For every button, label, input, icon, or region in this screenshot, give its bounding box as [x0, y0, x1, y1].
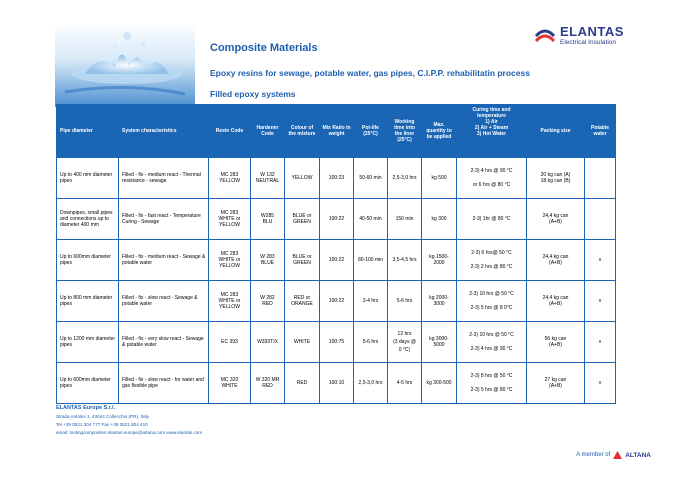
cell-max-quantity-line: kg 500	[431, 175, 447, 181]
cell-resin-code-line: MC 283	[220, 172, 239, 178]
cell-working-time-line: 4-5 hrs	[396, 380, 413, 386]
cell-colour-line: BLUE or	[292, 213, 312, 219]
cell-resin-code-line: YELLOW	[219, 178, 240, 184]
cell-resin-code	[209, 322, 251, 363]
cell-curing	[457, 199, 527, 240]
cell-packing-size-line: 56 kg can	[544, 336, 567, 342]
cell-curing-line: 2-3) 4 hrs @ 90 °C	[470, 168, 513, 174]
cell-max-quantity	[422, 199, 457, 240]
cell-packing-size-line: (A+B)	[549, 260, 562, 266]
cell-hardener-code-line: W 132	[260, 172, 275, 178]
section-title: Filled epoxy systems	[210, 89, 296, 99]
cell-max-quantity	[422, 281, 457, 322]
cell-working-time-line: 12 hrs	[397, 331, 412, 337]
header-working-time: Working time into the liner (25°C)	[388, 105, 422, 158]
cell-mix-ratio: 100:22	[320, 240, 354, 281]
header-curing-title: Curing time and temperature	[472, 107, 511, 119]
cell-hardener-code-line: W393TIX	[257, 339, 278, 345]
cell-working-time-line: 150 min	[395, 216, 414, 222]
cell-curing-line: 2-3) 4 hrs @ 90 °C	[470, 346, 513, 352]
cell-pot-life: 5-6 hrs	[354, 322, 388, 363]
page-subtitle: Epoxy resins for sewage, potable water, gas pipes, C.I.P.P. rehabilitatin process	[210, 68, 530, 78]
cell-packing-size-line: (A+B)	[549, 301, 562, 307]
cell-hardener-code	[251, 158, 285, 199]
cell-resin-code-line: WHITE or	[218, 257, 241, 263]
cell-resin-code-line: MC 283	[220, 251, 239, 257]
cell-packing-size	[527, 199, 585, 240]
cell-packing-size-line: 18 kg can (B)	[540, 178, 571, 184]
cell-resin-code-line: MC 320	[220, 377, 239, 383]
cell-hardener-code-line: NEUTRAL	[255, 178, 280, 184]
cell-pot-life: 80-100 min	[354, 240, 388, 281]
cell-potable-water: x	[585, 322, 616, 363]
cell-colour	[285, 240, 320, 281]
cell-system-characteristics: Filled - fix - slow react - for water and gas flexible pipe	[119, 363, 209, 404]
cell-working-time-line: 2,5-3,0 hrs	[392, 175, 417, 181]
cell-mix-ratio: 100:22	[320, 281, 354, 322]
header-potable-water: Potable water	[585, 105, 616, 158]
table-row	[57, 322, 616, 363]
cell-resin-code	[209, 281, 251, 322]
cell-system-characteristics: Filled - fix - slow react - Sewage & potable water	[119, 281, 209, 322]
cell-hardener-code-line: RED	[262, 301, 273, 307]
cell-colour	[285, 363, 320, 404]
footer-company: ELANTAS Europe S.r.l.	[56, 405, 116, 411]
cell-hardener-code-line: BLUE	[260, 260, 275, 266]
cell-curing-line: 2-3) 8 hrs @ 50 °C	[470, 373, 513, 379]
cell-curing-line: 2-3) 6 hrs@ 50 °C	[471, 250, 512, 256]
cell-packing-size-line: 20 kg can (A)	[540, 172, 571, 178]
footer-address: Strada Antolini 1, 43044 Collecchio (PR), Italy	[56, 414, 149, 419]
cell-colour-line: BLUE or	[292, 254, 312, 260]
cell-curing-line: 2-3) 10 hrs @ 50 °C	[469, 332, 514, 338]
cell-pot-life: 40-50 min	[354, 199, 388, 240]
cell-max-quantity-line: 2000	[433, 260, 445, 266]
cell-working-time	[388, 363, 422, 404]
cell-working-time-line: 0 °C)	[398, 347, 411, 353]
member-of-altana	[576, 451, 651, 459]
cell-colour	[285, 281, 320, 322]
cell-potable-water	[585, 199, 616, 240]
header-curing-hot-water: 3) Hot Water	[476, 131, 507, 137]
cell-max-quantity	[422, 158, 457, 199]
cell-max-quantity-line: kg 3000-	[429, 336, 449, 342]
header-pot-life: Pot-life (25°C)	[354, 105, 388, 158]
header-packing-size: Packing size	[527, 105, 585, 158]
water-splash-image	[55, 22, 195, 107]
cell-colour-line: YELLOW	[291, 175, 313, 181]
cell-potable-water: x	[585, 240, 616, 281]
cell-colour-line: ORANGE	[291, 301, 313, 307]
cell-curing-line: 2-3) 10 hrs @ 50 °C	[469, 291, 514, 297]
cell-max-quantity-line: 5000	[433, 342, 445, 348]
cell-system-characteristics: Filled - fix - medium react - Sewage & potable water	[119, 240, 209, 281]
cell-resin-code-line: MC 283	[220, 210, 239, 216]
cell-pot-life: 3-4 hrs	[354, 281, 388, 322]
cell-hardener-code	[251, 281, 285, 322]
cell-max-quantity-line: kg 2000-	[429, 295, 449, 301]
cell-resin-code-line: YELLOW	[219, 304, 240, 310]
cell-mix-ratio: 100:23	[320, 158, 354, 199]
cell-working-time-line: (3 days @	[393, 339, 416, 345]
header-mix-ratio: Mix Ratio in weight	[320, 105, 354, 158]
elantas-logo-icon	[534, 25, 556, 47]
header-pipe-diameter: Pipe diameter	[57, 105, 119, 158]
cell-working-time	[388, 240, 422, 281]
cell-pipe-diameter: Up to 400 mm diameter pipes	[57, 158, 119, 199]
cell-max-quantity	[422, 322, 457, 363]
cell-curing	[457, 363, 527, 404]
cell-resin-code	[209, 363, 251, 404]
cell-pipe-diameter: Up to 600mm diameter pipes	[57, 363, 119, 404]
cell-max-quantity-line: kg 1500-	[429, 254, 449, 260]
cell-working-time	[388, 199, 422, 240]
cell-packing-size	[527, 322, 585, 363]
cell-resin-code-line: YELLOW	[219, 222, 240, 228]
cell-max-quantity-line: kg 300	[431, 216, 447, 222]
cell-hardener-code-line: W 282	[260, 295, 275, 301]
cell-colour	[285, 322, 320, 363]
cell-colour	[285, 158, 320, 199]
member-label: A member of	[576, 452, 611, 458]
cell-curing	[457, 158, 527, 199]
cell-potable-water: x	[585, 363, 616, 404]
cell-resin-code	[209, 240, 251, 281]
cell-curing-line: 2-3) 1hr @ 80 °C	[472, 216, 511, 222]
header-system-characteristics: System characteristics	[119, 105, 209, 158]
cell-packing-size-line: 24,4 kg can	[542, 295, 569, 301]
cell-curing	[457, 281, 527, 322]
cell-hardener-code-line: W 320 MR	[255, 377, 280, 383]
cell-packing-size	[527, 158, 585, 199]
cell-colour-line: WHITE	[293, 339, 311, 345]
cell-working-time	[388, 281, 422, 322]
member-brand: ALTANA	[625, 451, 651, 459]
cell-pipe-diameter: Downpipes, small pipes and connections up to diameter 400 mm	[57, 199, 119, 240]
cell-max-quantity-line: 3000	[433, 301, 445, 307]
table-row	[57, 281, 616, 322]
brand-name: ELANTAS	[560, 24, 624, 39]
cell-pipe-diameter: Up to 1200 mm diameter pipes	[57, 322, 119, 363]
cell-packing-size	[527, 281, 585, 322]
cell-hardener-code-line: W285	[260, 213, 275, 219]
cell-max-quantity	[422, 363, 457, 404]
cell-mix-ratio: 100:10	[320, 363, 354, 404]
cell-colour-line: RED	[296, 380, 308, 386]
cell-packing-size-line: (A+B)	[549, 342, 562, 348]
cell-packing-size-line: 27 kg can	[544, 377, 567, 383]
footer-contact	[56, 404, 202, 437]
cell-resin-code-line: WHITE	[221, 383, 238, 389]
cell-curing-line: 2-3) 2 hrs @ 80 °C	[470, 264, 513, 270]
header-resin-code: Resin Code	[209, 105, 251, 158]
cell-pipe-diameter: Up to 800 mm diameter pipes	[57, 281, 119, 322]
cell-hardener-code-line: RED	[262, 383, 273, 389]
footer-web: email: toolingcomposites.elantas.europe@altana.com www.elantas.com	[56, 430, 203, 435]
cell-pipe-diameter: Up to 600mm diameter pipes	[57, 240, 119, 281]
cell-pot-life: 2,5-3,0 hrs	[354, 363, 388, 404]
cell-curing	[457, 240, 527, 281]
cell-hardener-code	[251, 240, 285, 281]
cell-hardener-code-line: BLU	[262, 219, 273, 225]
cell-colour-line: GREEN	[293, 219, 311, 225]
table-row	[57, 158, 616, 199]
cell-max-quantity-line: kg 300-500	[426, 380, 452, 386]
cell-working-time	[388, 158, 422, 199]
cell-packing-size	[527, 240, 585, 281]
page-title: Composite Materials	[210, 42, 318, 54]
cell-hardener-code-line: W 283	[260, 254, 275, 260]
header-curing-air: 1) Air	[485, 119, 498, 125]
cell-resin-code	[209, 158, 251, 199]
cell-resin-code-line: WHITE or	[218, 216, 241, 222]
header-curing	[457, 105, 527, 158]
cell-system-characteristics: Filled - fix - very slow react - Sewage & potable water	[119, 322, 209, 363]
cell-curing-line: 2-3) 5 hrs @ 80 °C	[470, 387, 513, 393]
cell-packing-size-line: (A+B)	[549, 383, 562, 389]
cell-resin-code-line: YELLOW	[219, 263, 240, 269]
cell-colour-line: RED or	[293, 295, 311, 301]
cell-curing-line: 2-3) 5 hrs @ 8 0°C	[470, 305, 513, 311]
cell-potable-water	[585, 158, 616, 199]
header-curing-air-steam: 2) Air + Steam	[474, 125, 509, 131]
header-colour: Colour of the mixture	[285, 105, 320, 158]
header-max-quantity: Max. quantity to be applied	[422, 105, 457, 158]
brand-tagline: Electrical Insulation	[560, 39, 616, 46]
cell-resin-code	[209, 199, 251, 240]
cell-packing-size	[527, 363, 585, 404]
cell-hardener-code	[251, 322, 285, 363]
cell-resin-code-line: WHITE or	[218, 298, 241, 304]
cell-curing-line: or 6 hrs @ 80 °C	[472, 182, 511, 188]
table-row	[57, 363, 616, 404]
elantas-logo	[534, 24, 654, 50]
cell-packing-size-line: 24,4 kg can	[542, 213, 569, 219]
cell-curing	[457, 322, 527, 363]
table-row	[57, 199, 616, 240]
cell-max-quantity	[422, 240, 457, 281]
cell-packing-size-line: (A+B)	[549, 219, 562, 225]
cell-mix-ratio: 100:22	[320, 199, 354, 240]
cell-resin-code-line: EC 393	[221, 339, 238, 345]
cell-hardener-code	[251, 363, 285, 404]
altana-logo-icon	[613, 451, 622, 459]
table-header-row	[57, 105, 616, 158]
cell-working-time-line: 5-6 hrs	[396, 298, 413, 304]
cell-hardener-code	[251, 199, 285, 240]
resin-systems-table	[56, 104, 616, 404]
cell-working-time-line: 3,5-4,5 hrs	[392, 257, 417, 263]
cell-colour-line: GREEN	[293, 260, 311, 266]
header-hardener-code: Hardener Code	[251, 105, 285, 158]
table-row	[57, 240, 616, 281]
cell-resin-code-line: MC 283	[220, 292, 239, 298]
cell-system-characteristics: Filled - fix - fast react - Temperature Curing - Sewage	[119, 199, 209, 240]
footer-phone: Tel +39 0521 304 777 Fax +39 0521 804 410	[56, 422, 148, 427]
cell-mix-ratio: 100:75	[320, 322, 354, 363]
cell-system-characteristics: Filled - fix - medium react - Thermal resistance - sewage	[119, 158, 209, 199]
cell-potable-water: x	[585, 281, 616, 322]
cell-working-time	[388, 322, 422, 363]
cell-pot-life: 50-60 min	[354, 158, 388, 199]
cell-packing-size-line: 24,4 kg can	[542, 254, 569, 260]
cell-colour	[285, 199, 320, 240]
